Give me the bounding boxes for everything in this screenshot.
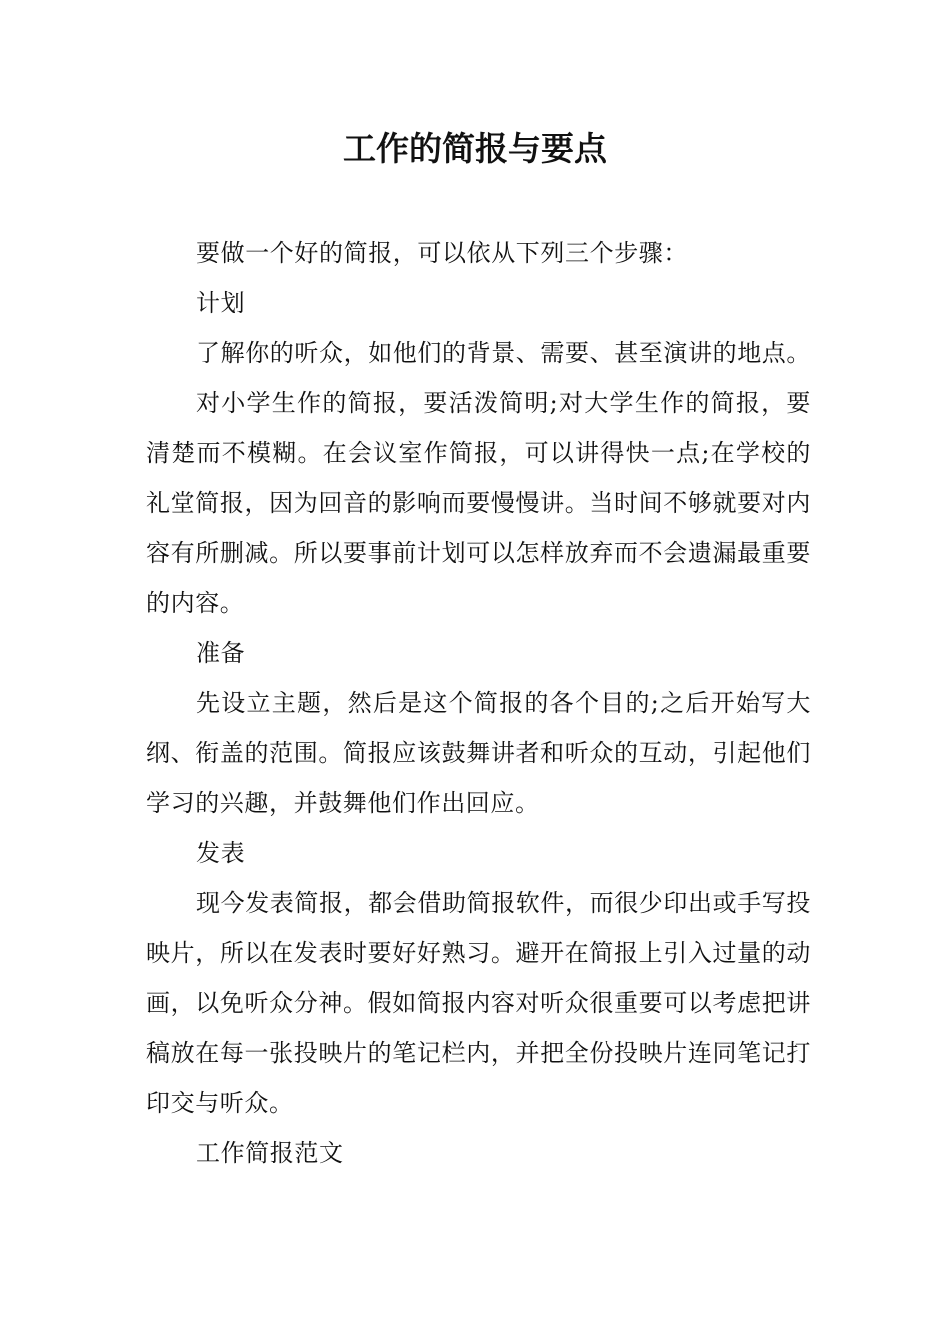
paragraph-audience-examples: 对小学生作的简报，要活泼简明;对大学生作的简报，要清楚而不模糊。在会议室作简报，可以讲得快一点;在学校的礼堂简报，因为回音的影响而要慢慢讲。当时间不够就要对内容有所删减。所以要事前计划可以怎样放弃而不会遗漏最重要的内容。 — [146, 389, 811, 617]
paragraph-present: 现今发表简报，都会借助简报软件，而很少印出或手写投映片，所以在发表时要好好熟习。避开在简报上引入过量的动画，以免听众分神。假如简报内容对听众很重要可以考虑把讲稿放在每一张投映片的笔记栏内，并把全份投映片连同笔记打印交与听众。 — [146, 889, 811, 1117]
section-heading-prepare: 准备 — [196, 639, 246, 667]
paragraph-prepare: 先设立主题，然后是这个简报的各个目的;之后开始写大纲、衔盖的范围。简报应该鼓舞讲者和听众的互动，引起他们学习的兴趣，并鼓舞他们作出回应。 — [146, 689, 811, 817]
section-heading-plan: 计划 — [196, 289, 246, 317]
paragraph-know-audience: 了解你的听众，如他们的背景、需要、甚至演讲的地点。 — [196, 339, 811, 367]
section-heading-present: 发表 — [196, 839, 246, 867]
paragraph-intro: 要做一个好的简报，可以依从下列三个步骤： — [196, 239, 688, 267]
document-title: 工作的简报与要点 — [343, 129, 607, 168]
document-body — [146, 228, 811, 1178]
section-heading-sample: 工作简报范文 — [196, 1139, 344, 1167]
